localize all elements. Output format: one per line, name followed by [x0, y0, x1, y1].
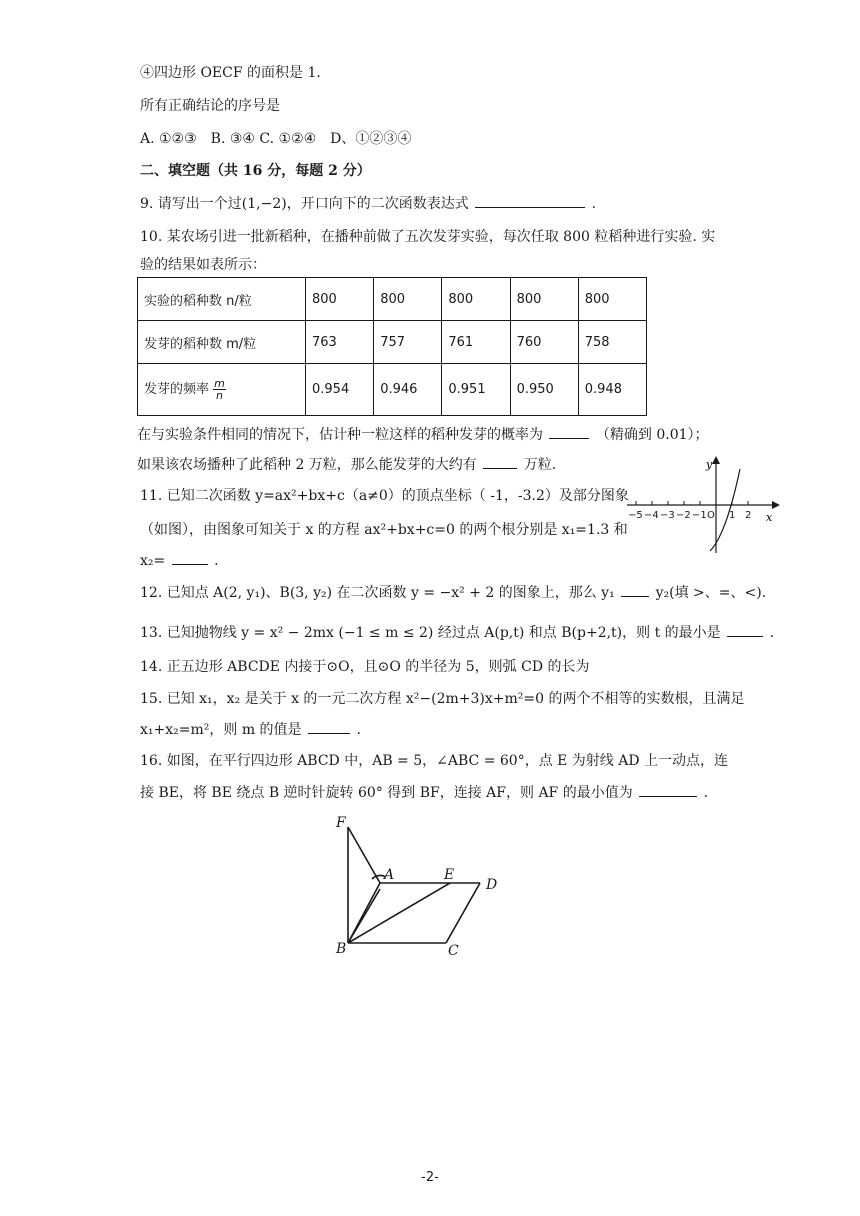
tick-label: 1 — [729, 510, 736, 521]
table-cell: 0.950 — [510, 364, 578, 416]
point-d-label: D — [486, 877, 498, 893]
question-11-line-2: （如图），由图象可知关于 x 的方程 ax²+bx+c=0 的两个根分别是 x₁=1.3 和 — [140, 522, 628, 538]
table-cell: 800 — [306, 278, 374, 321]
q8-item-4: ④四边形 OECF 的面积是 1. — [140, 65, 321, 81]
table-cell: 760 — [510, 321, 578, 364]
table-cell: 800 — [578, 278, 646, 321]
question-15-line-2 — [140, 719, 361, 739]
table-row — [138, 364, 647, 416]
tick-label: −2 — [676, 510, 691, 521]
tick-label: −4 — [644, 510, 659, 521]
question-14: 14. 正五边形 ABCDE 内接于⊙O，且⊙O 的半径为 5，则弧 CD 的长为 — [140, 659, 590, 675]
question-9 — [140, 193, 596, 213]
table-cell: 757 — [374, 321, 442, 364]
answer-blank — [483, 454, 517, 469]
y-axis-arrow — [712, 456, 720, 464]
question-15-line-2a: x₁+x₂=m²，则 m 的值是 — [140, 722, 302, 738]
tick-label: 2 — [745, 510, 752, 521]
table-row — [138, 278, 647, 321]
question-10-line-4a: 如果该农场播种了此稻种 2 万粒，那么能发芽的大约有 — [137, 457, 477, 473]
segment-b-diag — [348, 889, 380, 943]
question-12-text: 12. 已知点 A(2, y₁)、B(3, y₂) 在二次函数 y = −x² + 2 的图象上，那么 y₁ — [140, 585, 615, 601]
question-10-line-4 — [137, 454, 556, 474]
answer-blank — [172, 550, 208, 565]
table-cell: 0.951 — [442, 364, 510, 416]
question-10-line-3 — [137, 424, 709, 444]
q8-prompt: 所有正确结论的序号是 — [140, 98, 280, 114]
question-11-line-3 — [140, 550, 219, 569]
question-9-end: . — [591, 196, 597, 212]
question-10-line-3a: 在与实验条件相同的情况下，估计种一粒这样的稻种发芽的概率为 — [137, 427, 543, 443]
question-10-line-2: 验的结果如表所示： — [140, 257, 266, 273]
question-11-line-3a: x₂= — [140, 553, 166, 569]
fraction-numerator: m — [214, 377, 225, 390]
question-9-text: 9. 请写出一个过(1,−2)，开口向下的二次函数表达式 — [140, 196, 469, 212]
answer-blank — [639, 782, 697, 797]
segment-cd — [446, 883, 480, 943]
question-15-line-1: 15. 已知 x₁，x₂ 是关于 x 的一元二次方程 x²−(2m+3)x+m²=0 的两个不相等的实数根，且满足 — [140, 691, 745, 707]
answer-blank — [621, 582, 649, 597]
segment-af — [348, 827, 380, 883]
answer-blank — [549, 424, 589, 439]
parallelogram-figure — [332, 815, 512, 959]
parabola-graph — [622, 455, 782, 555]
section-title: 二、填空题（共 16 分，每题 2 分） — [140, 163, 371, 179]
page-number: -2- — [421, 1170, 439, 1185]
table-cell: 0.948 — [578, 364, 646, 416]
answer-blank — [308, 719, 350, 734]
q8-options: A. ①②③ B. ③④ C. ①②④ D、①②③④ — [140, 131, 412, 147]
table-cell: 763 — [306, 321, 374, 364]
table-cell: 800 — [510, 278, 578, 321]
table-row-label: 实验的稻种数 n/粒 — [138, 278, 306, 321]
tick-label: −1 — [692, 510, 707, 521]
question-16-line-1: 16. 如图，在平行四边形 ABCD 中，AB = 5，∠ABC = 60°，点 E 为射线 AD 上一动点，连 — [140, 753, 729, 769]
table-cell: 800 — [442, 278, 510, 321]
question-10-line-4b: 万粒. — [523, 457, 557, 473]
y-axis-label: y — [706, 458, 713, 471]
point-b-label: B — [336, 941, 347, 957]
question-13-end: . — [769, 625, 775, 641]
question-12-text-2: y₂(填 >、=、<). — [655, 585, 767, 601]
question-10-line-1: 10. 某农场引进一批新稻种，在播种前做了五次发芽实验，每次任取 800 粒稻种进行实验. 实 — [140, 229, 716, 245]
frequency-label: 发芽的频率 — [144, 382, 210, 397]
question-12 — [140, 582, 766, 602]
question-15-line-2b: . — [356, 722, 361, 738]
table-cell: 761 — [442, 321, 510, 364]
answer-blank — [475, 193, 585, 208]
answer-blank — [727, 622, 763, 637]
experiment-table — [137, 277, 647, 416]
point-a-label: A — [384, 867, 395, 883]
fraction-denominator: n — [216, 389, 223, 402]
question-11-line-1: 11. 已知二次函数 y=ax²+bx+c（a≠0）的顶点坐标（ -1，-3.2）及部分图象 — [140, 488, 629, 504]
question-16-line-2a: 接 BE，将 BE 绕点 B 逆时针旋转 60° 得到 BF，连接 AF，则 AF 的最小值为 — [140, 785, 633, 801]
table-cell: 0.954 — [306, 364, 374, 416]
tick-label: −3 — [660, 510, 675, 521]
x-axis-label: x — [766, 511, 773, 524]
question-13 — [140, 622, 774, 642]
table-cell: 0.946 — [374, 364, 442, 416]
table-row — [138, 321, 647, 364]
table-cell: 800 — [374, 278, 442, 321]
table-cell: 758 — [578, 321, 646, 364]
x-axis-arrow — [772, 501, 780, 509]
question-10-line-3b: （精确到 0.01）； — [595, 427, 709, 443]
point-c-label: C — [448, 943, 459, 959]
fraction-m-over-n — [213, 378, 226, 401]
tick-label: −5 — [628, 510, 643, 521]
tick-label: O — [707, 510, 715, 521]
question-11-line-3b: . — [214, 553, 219, 569]
question-16-line-2 — [140, 782, 708, 802]
question-16-line-2b: . — [703, 785, 709, 801]
question-13-text: 13. 已知抛物线 y = x² − 2mx (−1 ≤ m ≤ 2) 经过点 A(p,t) 和点 B(p+2,t)，则 t 的最小是 — [140, 625, 721, 641]
table-row-label: 发芽的稻种数 m/粒 — [138, 321, 306, 364]
point-f-label: F — [336, 815, 346, 831]
point-e-label: E — [444, 867, 455, 883]
table-row-label — [138, 364, 306, 416]
